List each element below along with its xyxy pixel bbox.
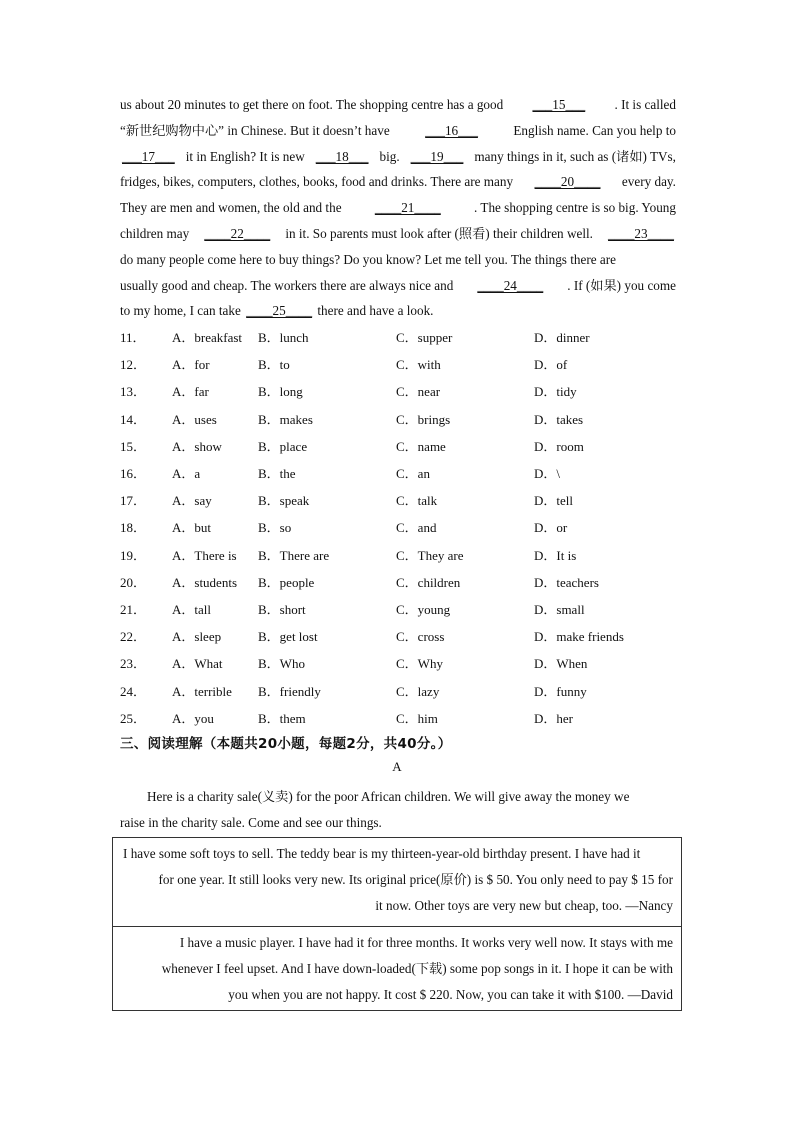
option-d: D．small	[534, 601, 585, 617]
option-c: C．children	[396, 574, 461, 590]
david-cell	[113, 926, 681, 1007]
option-a: A．students	[172, 574, 238, 590]
option-c: C．brings	[396, 411, 451, 427]
option-a: A．but	[172, 520, 212, 536]
intro-line: raise in the charity sale. Come and see our things.	[120, 814, 382, 830]
blank-17: ___17___	[122, 148, 175, 164]
option-c: C．an	[396, 466, 430, 482]
part-label: A	[392, 759, 402, 774]
question-number: 17．	[120, 493, 147, 509]
question-row	[120, 595, 680, 622]
question-number: 11．	[120, 330, 146, 346]
david-line-2: whenever I feel upset. And I have down-loaded(下载) some pop songs in it. I hope it can be with	[161, 960, 673, 976]
option-b: B．place	[258, 438, 308, 454]
blank-20: ____20____	[534, 174, 601, 190]
question-row	[120, 513, 680, 540]
option-c: C．supper	[396, 330, 453, 346]
passage-line: “新世纪购物中心” in Chinese. But it doesn’t have ___16___ English name. Can you help to	[120, 118, 676, 144]
option-d: D．funny	[534, 683, 587, 699]
option-c: C．near	[396, 384, 441, 400]
option-a: A．uses	[172, 411, 217, 427]
option-b: B．get lost	[258, 629, 318, 645]
passage-line: to my home, I can take ____25____ there and have a look.	[120, 298, 676, 324]
option-a: A．There is	[172, 547, 237, 563]
passage-line: us about 20 minutes to get there on foot. The shopping centre has a good ___15___ . It is called	[120, 92, 676, 118]
option-a: A．breakfast	[172, 330, 243, 346]
passage-line: They are men and women, the old and the ____21____ . The shopping centre is so big. Young	[120, 195, 676, 221]
question-row	[120, 323, 680, 350]
blank-22: ____22____	[204, 225, 271, 241]
blank-19: ___19___	[410, 148, 464, 164]
blank-16: ___16___	[425, 122, 478, 138]
option-d: D．tell	[534, 493, 573, 509]
option-a: A．a	[172, 466, 201, 482]
option-c: C．Why	[396, 656, 443, 672]
question-number: 24．	[120, 683, 147, 699]
option-d: D．When	[534, 656, 588, 672]
section-title: 三、阅读理解（本题共20小题，每题2分，共40分。）	[120, 736, 452, 752]
option-b: B．speak	[258, 493, 310, 509]
option-b: B．the	[258, 466, 296, 482]
question-number: 19．	[120, 547, 147, 563]
option-d: D．her	[534, 710, 573, 726]
question-row	[120, 676, 680, 703]
blank-21: ____21____	[374, 200, 441, 216]
answer-options	[120, 323, 680, 731]
blank-25: ____25____	[246, 303, 313, 319]
question-row	[120, 350, 680, 377]
passage-line: usually good and cheap. The workers there are always nice and ____24____ . If (如果) you come	[120, 273, 676, 299]
question-number: 15．	[120, 438, 147, 454]
nancy-line-3: it now. Other toys are very new but cheap, too. —Nancy	[375, 897, 673, 913]
option-b: B．lunch	[258, 330, 309, 346]
option-d: D．\	[534, 466, 561, 482]
passage-line: do many people come here to buy things? Do you know? Let me tell you. The things there are	[120, 251, 616, 267]
question-row	[120, 486, 680, 513]
option-c: C．lazy	[396, 683, 440, 699]
option-a: A．for	[172, 357, 210, 373]
question-number: 12．	[120, 357, 147, 373]
passage-line: children may ____22____ in it. So parents must look after (照看) their children well. ____23____	[120, 221, 676, 247]
question-number: 14．	[120, 411, 147, 427]
option-d: D．takes	[534, 411, 584, 427]
question-number: 13．	[120, 384, 147, 400]
option-b: B．to	[258, 357, 290, 373]
nancy-line-1: I have some soft toys to sell. The teddy bear is my thirteen-year-old birthday present. I have had it	[123, 846, 641, 861]
option-b: B．friendly	[258, 683, 321, 699]
option-b: B．makes	[258, 411, 313, 427]
question-row	[120, 568, 680, 595]
question-row	[120, 649, 680, 676]
question-row	[120, 704, 680, 731]
question-row	[120, 459, 680, 486]
charity-items-table	[112, 837, 682, 1011]
option-c: C．with	[396, 357, 441, 373]
option-b: B．Who	[258, 656, 305, 672]
blank-18: ___18___	[315, 148, 369, 164]
passage-line: fridges, bikes, computers, clothes, books, food and drinks. There are many ____20____ every day.	[120, 169, 676, 195]
option-a: A．say	[172, 493, 212, 509]
option-d: D．make friends	[534, 629, 624, 645]
option-d: D．or	[534, 520, 568, 536]
question-row	[120, 622, 680, 649]
option-d: D．dinner	[534, 330, 590, 346]
intro-line: Here is a charity sale(义卖) for the poor African children. We will give away the money we	[147, 789, 630, 804]
question-row	[120, 541, 680, 568]
question-row	[120, 377, 680, 404]
option-b: B．so	[258, 520, 292, 536]
option-d: D．of	[534, 357, 568, 373]
option-a: A．tall	[172, 601, 211, 617]
question-number: 23．	[120, 656, 147, 672]
option-a: A．you	[172, 710, 214, 726]
option-b: B．There are	[258, 547, 330, 563]
option-c: C．They are	[396, 547, 464, 563]
passage-line: ___17___ it in English? It is new ___18___ big. ___19___ many things in it, such as (诸如) TVs,	[120, 144, 676, 170]
option-c: C．him	[396, 710, 438, 726]
option-a: A．What	[172, 656, 223, 672]
cloze-passage	[120, 92, 676, 324]
david-line-3: you when you are not happy. It cost $ 220. Now, you can take it with $100. —David	[228, 986, 673, 1002]
option-b: B．short	[258, 601, 306, 617]
blank-23: ____23____	[608, 225, 674, 241]
question-row	[120, 405, 680, 432]
question-row	[120, 432, 680, 459]
nancy-line-2: for one year. It still looks very new. Its original price(原价) is $ 50. You only need to pay $ 15 for	[158, 871, 673, 887]
option-c: C．and	[396, 520, 437, 536]
question-number: 21．	[120, 601, 147, 617]
option-c: C．cross	[396, 629, 445, 645]
option-b: B．people	[258, 574, 315, 590]
blank-15: ___15___	[532, 97, 586, 112]
option-b: B．long	[258, 384, 303, 400]
option-d: D．room	[534, 438, 584, 454]
question-number: 25．	[120, 710, 147, 726]
option-b: B．them	[258, 710, 306, 726]
option-a: A．sleep	[172, 629, 222, 645]
option-a: A．terrible	[172, 683, 232, 699]
question-number: 22．	[120, 629, 147, 645]
nancy-cell	[113, 841, 681, 918]
option-a: A．show	[172, 438, 222, 454]
option-d: D．It is	[534, 547, 577, 563]
blank-24: ____24____	[477, 277, 544, 293]
option-d: D．teachers	[534, 574, 599, 590]
question-number: 16．	[120, 466, 147, 482]
reading-intro	[120, 784, 676, 836]
option-a: A．far	[172, 384, 209, 400]
question-number: 20．	[120, 574, 147, 590]
option-c: C．name	[396, 438, 446, 454]
david-line-1: I have a music player. I have had it for three months. It works very well now. It stays with me	[179, 935, 673, 950]
option-c: C．talk	[396, 493, 438, 509]
option-c: C．young	[396, 601, 451, 617]
option-d: D．tidy	[534, 384, 577, 400]
question-number: 18．	[120, 520, 147, 536]
